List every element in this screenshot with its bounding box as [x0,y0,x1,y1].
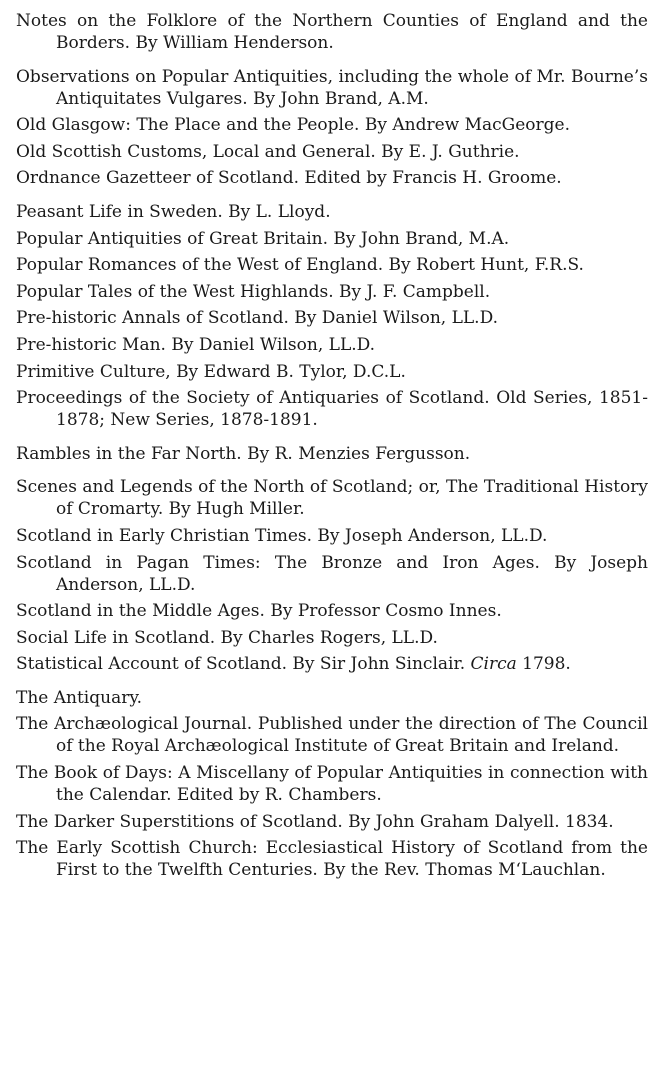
entry-italic: Circa [470,654,517,675]
bib-entry [16,627,648,649]
entry-text: Rambles in the Far North. By R. Menzies Fergusson. [16,443,471,464]
bib-entry [16,228,648,250]
entry-text: Scenes and Legends of the North of Scotland; or, The Traditional History of Cromarty. By Hugh Miller. [16,477,648,520]
bib-entry [16,361,648,383]
bib-entry [16,687,648,709]
bib-entry [16,387,648,431]
entry-text: Old Glasgow: The Place and the People. By Andrew MacGeorge. [16,115,571,136]
entry-text: Scotland in Early Christian Times. By Joseph Anderson, LL.D. [16,525,548,546]
entry-text: The Antiquary. [16,687,143,708]
bib-entry [16,600,648,622]
bib-entry [16,66,648,110]
entry-text: The Early Scottish Church: Ecclesiastical History of Scotland from the First to the Twelfth Centuries. By the Rev. Thomas M‘Lauchlan. [16,838,648,881]
entry-text: Proceedings of the Society of Antiquaries of Scotland. Old Series, 1851-1878; New Series, 1878-1891. [16,388,648,431]
bib-entry [16,254,648,276]
entry-text: The Book of Days: A Miscellany of Popular Antiquities in connection with the Calendar. Edited by R. Chambers. [16,763,648,806]
entry-text: Ordnance Gazetteer of Scotland. Edited by Francis H. Groome. [16,168,562,189]
bib-entry [16,837,648,881]
bib-entry [16,167,648,189]
entry-text: The Archæological Journal. Published under the direction of The Council of the Royal Archæological Institute of Great Britain and Ireland. [16,714,648,757]
bib-entry [16,653,648,675]
entry-text: The Darker Superstitions of Scotland. By John Graham Dalyell. 1834. [16,811,614,832]
bib-entry [16,762,648,806]
entry-text: Social Life in Scotland. By Charles Rogers, LL.D. [16,627,438,648]
entry-text: Primitive Culture, By Edward B. Tylor, D.C.L. [16,361,406,382]
bib-entry [16,811,648,833]
entry-text: Statistical Account of Scotland. By Sir John Sinclair. [16,654,471,675]
bib-entry [16,552,648,596]
bib-entry [16,713,648,757]
entry-text: Popular Antiquities of Great Britain. By John Brand, M.A. [16,228,510,249]
entry-text: Pre-historic Annals of Scotland. By Daniel Wilson, LL.D. [16,308,499,329]
entry-text-after: 1798. [516,654,571,675]
bib-entry [16,141,648,163]
bib-entry [16,334,648,356]
entry-text: Old Scottish Customs, Local and General. By E. J. Guthrie. [16,141,520,162]
bib-entry [16,10,648,54]
entry-text: Popular Romances of the West of England. By Robert Hunt, F.R.S. [16,255,584,276]
entry-text: Notes on the Folklore of the Northern Counties of England and the Borders. By William Henderson. [16,11,648,53]
bib-entry [16,114,648,136]
entry-text: Pre-historic Man. By Daniel Wilson, LL.D. [16,334,376,355]
entry-text: Scotland in the Middle Ages. By Professor Cosmo Innes. [16,601,502,622]
entry-text: Popular Tales of the West Highlands. By J. F. Campbell. [16,281,491,302]
bib-entry [16,476,648,520]
bib-entry [16,201,648,223]
bib-entry [16,281,648,303]
bib-entry [16,307,648,329]
entry-text: Observations on Popular Antiquities, including the whole of Mr. Bourne’s Antiquitates Vulgares. By John Brand, A.M. [16,66,648,109]
entry-text: Peasant Life in Sweden. By L. Lloyd. [16,201,331,222]
bib-entry [16,525,648,547]
bib-entry [16,443,648,465]
bibliography-page [16,10,648,886]
entry-text: Scotland in Pagan Times: The Bronze and Iron Ages. By Joseph Anderson, LL.D. [16,552,648,595]
